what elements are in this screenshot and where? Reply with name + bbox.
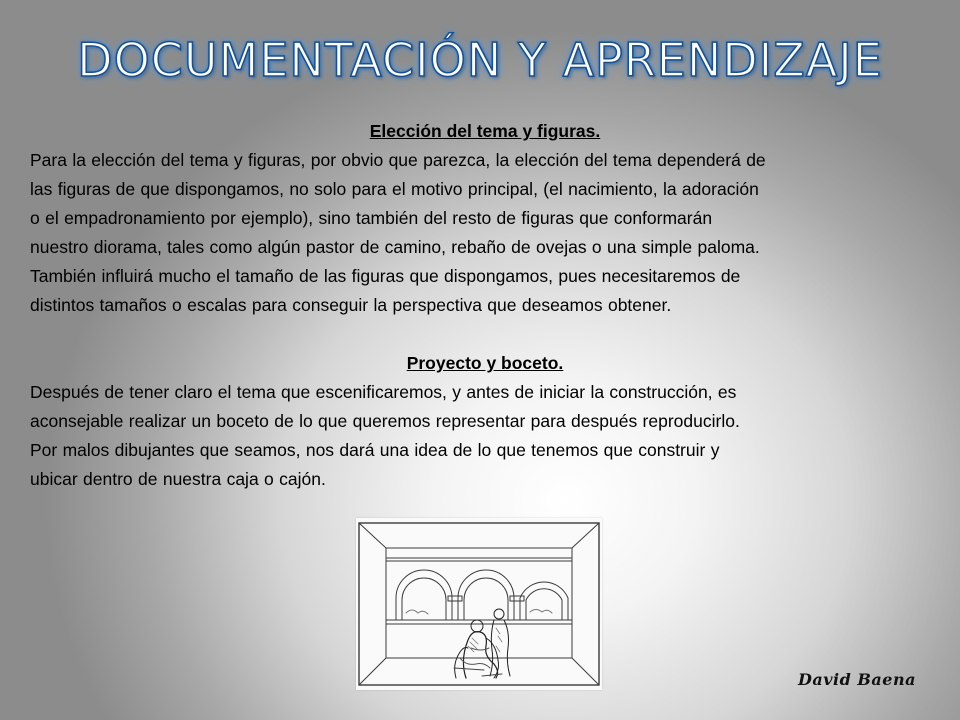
paragraph-line: las figuras de que dispongamos, no solo para el motivo principal, (el nacimiento, la adoración (30, 179, 759, 199)
paragraph-line: También influirá mucho el tamaño de las figuras que dispongamos, pues necesitaremos de (30, 266, 741, 286)
section-heading-tema: Elección del tema y figuras. (369, 121, 601, 141)
paragraph-line: distintos tamaños o escalas para conseguir la perspectiva que deseamos obtener. (30, 295, 672, 315)
paragraph-line: nuestro diorama, tales como algún pastor de camino, rebaño de ovejas o una simple paloma. (30, 237, 760, 257)
slide-title: DOCUMENTACIÓN Y APRENDIZAJE (77, 33, 883, 87)
paragraph-line: ubicar dentro de nuestra caja o cajón. (30, 469, 326, 489)
paragraph-line: o el empadronamiento por ejemplo), sino también del resto de figuras que conformarán (30, 208, 713, 228)
section-heading-boceto: Proyecto y boceto. (406, 353, 564, 373)
paragraph-line: Para la elección del tema y figuras, por obvio que parezca, la elección del tema dependerá de (30, 150, 766, 170)
paragraph-line: Después de tener claro el tema que escenificaremos, y antes de iniciar la construcción, es (30, 382, 737, 402)
slide-body (30, 117, 940, 494)
paragraph-spacer (30, 320, 940, 349)
author-signature: David Baena (798, 670, 916, 689)
paragraph-line: aconsejable realizar un boceto de lo que queremos representar para después reproducirlo. (30, 411, 740, 431)
sketch-drawing (356, 518, 602, 690)
sketch-image (356, 518, 602, 690)
paragraph-line: Por malos dibujantes que seamos, nos dará una idea de lo que tenemos que construir y (30, 440, 720, 460)
